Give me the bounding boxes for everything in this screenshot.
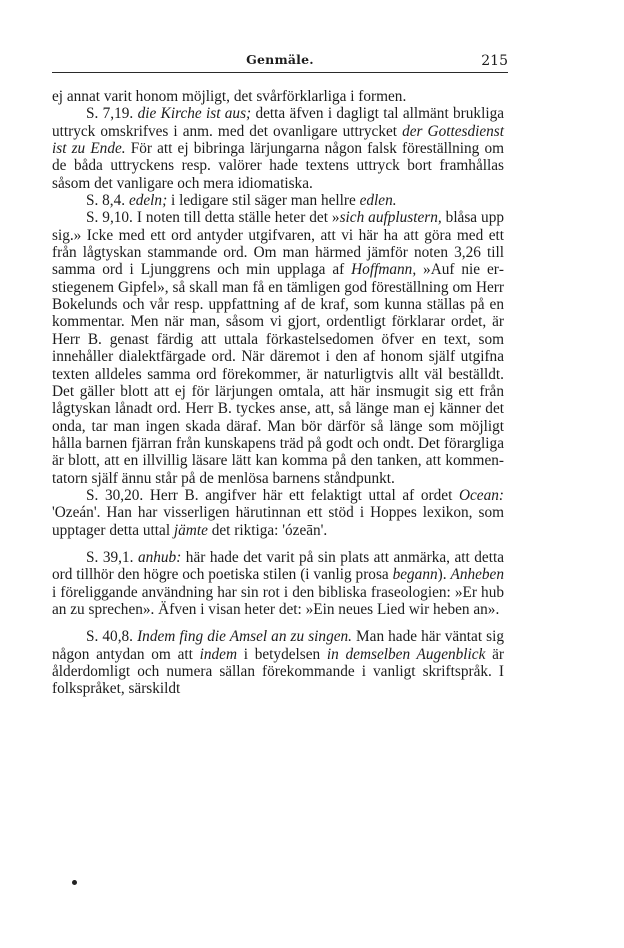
text-run: är ålderdomligt och numera sällan förekommande i vanligt skriftspråk. I folkspråket, särskildt bbox=[52, 645, 504, 698]
text-run: i betydelsen bbox=[237, 645, 327, 663]
italic-text: sich aufplustern, bbox=[339, 209, 442, 227]
page-number: 215 bbox=[481, 53, 508, 69]
italic-text: edeln; bbox=[128, 192, 168, 210]
italic-text: anhub: bbox=[137, 548, 182, 566]
italic-text: Anheben bbox=[450, 566, 504, 584]
paragraph bbox=[52, 209, 504, 487]
italic-text: in demselben Augenblick bbox=[326, 645, 486, 663]
text-run: ). bbox=[437, 566, 451, 584]
paragraph bbox=[52, 628, 504, 697]
text-run: det riktiga: 'ózeān'. bbox=[207, 521, 328, 539]
text-run: S. 8,4. bbox=[86, 192, 129, 210]
text-run: Man hade här väntat sig någon antydan om att bbox=[52, 628, 505, 663]
paragraph bbox=[52, 549, 504, 618]
italic-text: Indem fing die Amsel an zu singen. bbox=[137, 628, 352, 646]
italic-text: jämte bbox=[173, 521, 208, 539]
text-run: ej annat varit honom möjligt, det svårförklarliga i formen. bbox=[52, 88, 407, 105]
text-run: S. 9,10. I noten till detta ställe heter det » bbox=[86, 209, 340, 227]
body-text bbox=[52, 88, 504, 698]
italic-text: der Gottesdienst ist zu Ende. bbox=[52, 122, 504, 158]
text-run: här hade det varit på sin plats att anmärka, att detta ord tillhör den högre och poetiska stilen (i vanlig prosa bbox=[52, 548, 504, 584]
running-title: Genmäle. bbox=[246, 52, 314, 67]
text-run: S. 7,19. bbox=[86, 105, 138, 123]
text-run: i ledigare stil säger man hellre bbox=[167, 192, 360, 210]
text-run: i föreliggande användning har sin rot i den bibliska fraseologien: »Er hub an zu sprechen». Äfven i visan heter det: »Ein neues Lied wir heben an». bbox=[52, 583, 504, 618]
header-rule bbox=[52, 72, 508, 73]
text-run: detta äfven i dagligt tal allmänt brukliga uttryck omskrifves i anm. med det ovanligare uttrycket bbox=[52, 105, 505, 140]
running-header bbox=[52, 52, 508, 72]
bullet-mark bbox=[72, 880, 77, 885]
text-run: 'Ozeán'. Han har visserligen härutinnan ett stöd i Hoppes lexikon, som upptager detta uttal bbox=[52, 504, 504, 539]
italic-text: Ocean: bbox=[458, 486, 504, 504]
text-run: För att ej bibringa lärjungarna någon falsk föreställning om de båda uttryckens resp. valörer hade textens uttryck bort framhållas såsom det vanligare och mera idiomatiska. bbox=[52, 140, 504, 192]
italic-text: edlen. bbox=[359, 192, 397, 210]
italic-text: indem bbox=[199, 645, 237, 663]
text-run: »Auf nie erstiegenem Gipfel», så skall man få en tämligen god föreställning om Herr Bokelunds och vår resp. uppfattning af de kraf, som kunna ställas på en kommentar. Men när man, såsom vi gjort, ordentligt förklarar ordet, är Herr B. genast färdig att uttala förkastelsedomen öfver en text, som innehåller dialektfärgade ord. När däremot i den af honom själf utgifna texten alldeles samma ord förekommer, är naturligtvis allt väl beställdt. Det gäller blott att ej för lärjungen omtala, att här insmugit sig ett från lågtyskan lånadt ord. Herr B. tyckes anse, att, så länge man ej känner det onda, tar man ingen skada däraf. Man bör därför så länge som möjligt hålla barnen fjärran från kunskapens träd på godt och ondt. Det förargliga är blott, att en illvillig läsare lätt kan komma på den tanken, att kommentatorn själf ännu står på de menlösa barnens ståndpunkt. bbox=[52, 261, 504, 487]
text-run: S. 39,1. bbox=[86, 548, 138, 566]
text-run: S. 40,8. bbox=[86, 628, 138, 646]
paragraph bbox=[52, 192, 504, 209]
text-run: blåsa upp sig.» Icke med ett ord antyder utgifvaren, att vi här ha att göra med ett från lågtyskan stammande ord. Om man härmed jämför noten 3,26 till samma ord i Ljunggrens och min upplaga af bbox=[52, 209, 505, 279]
text-run: S. 30,20. Herr B. angifver här ett felaktigt uttal af ordet bbox=[86, 486, 459, 504]
paragraph bbox=[52, 88, 504, 105]
paragraph bbox=[52, 105, 504, 192]
italic-text: Hoffmann, bbox=[351, 261, 417, 279]
italic-text: begann bbox=[392, 566, 438, 584]
paragraph bbox=[52, 487, 504, 539]
italic-text: die Kirche ist aus; bbox=[137, 105, 252, 123]
